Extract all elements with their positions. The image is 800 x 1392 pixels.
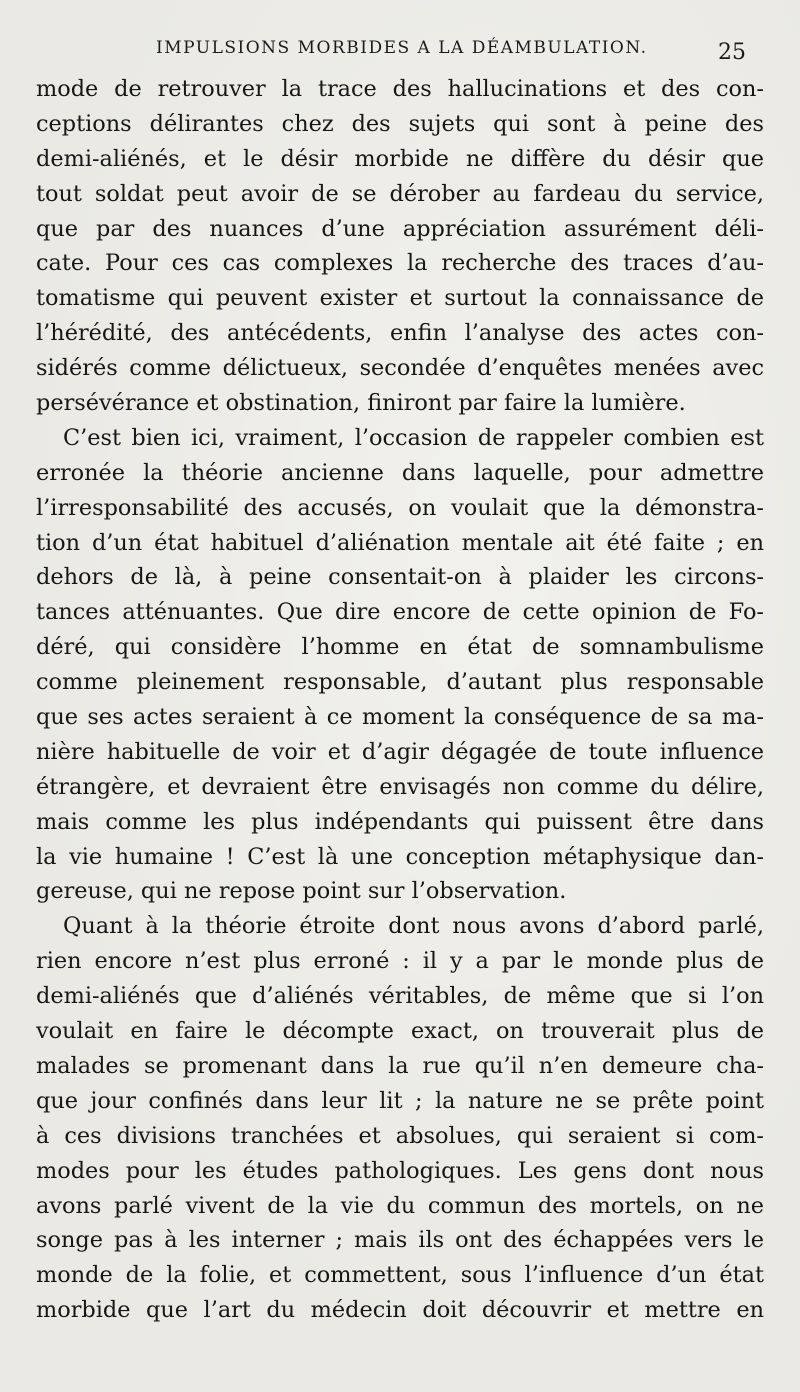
text-line: tion d’un état habituel d’aliénation mentale ait été faite ; en xyxy=(36,529,764,556)
text-line: que ses actes seraient à ce moment la conséquence de sa ma- xyxy=(36,704,764,731)
text-line: l’hérédité, des antécédents, enfin l’analyse des actes con- xyxy=(36,320,764,347)
text-line: l’irresponsabilité des accusés, on voulait que la démonstra- xyxy=(36,494,764,521)
text-line: malades se promenant dans la rue qu’il n’en demeure cha- xyxy=(36,1052,764,1079)
text-line: avons parlé vivent de la vie du commun des mortels, on ne xyxy=(36,1192,764,1219)
text-line: mais comme les plus indépendants qui puissent être dans xyxy=(36,808,764,835)
text-line: la vie humaine ! C’est là une conception métaphysique dan- xyxy=(36,843,764,870)
text-line: que jour confinés dans leur lit ; la nature ne se prête point xyxy=(36,1087,764,1114)
text-line: modes pour les études pathologiques. Les gens dont nous xyxy=(36,1157,764,1184)
text-line: sidérés comme délictueux, secondée d’enquêtes menées avec xyxy=(36,355,764,382)
body-text xyxy=(36,72,764,1328)
text-line: étrangère, et devraient être envisagés non comme du délire, xyxy=(36,773,764,800)
running-head: IMPULSIONS MORBIDES A LA DÉAMBULATION. xyxy=(156,38,648,58)
text-line: songe pas à les interner ; mais ils ont des échappées vers le xyxy=(36,1227,764,1254)
text-line: demi-aliénés que d’aliénés véritables, de même que si l’on xyxy=(36,983,764,1010)
text-line: gereuse, qui ne repose point sur l’observation. xyxy=(36,878,567,905)
text-line: demi-aliénés, et le désir morbide ne diffère du désir que xyxy=(36,145,764,172)
text-line: ceptions délirantes chez des sujets qui sont à peine des xyxy=(36,110,764,137)
text-line: dehors de là, à peine consentait-on à plaider les circons- xyxy=(36,564,764,591)
text-line: tout soldat peut avoir de se dérober au fardeau du service, xyxy=(36,180,764,207)
text-line: nière habituelle de voir et d’agir dégagée de toute influence xyxy=(36,738,764,765)
text-line: rien encore n’est plus erroné : il y a par le monde plus de xyxy=(36,948,764,975)
text-line: tances atténuantes. Que dire encore de cette opinion de Fo- xyxy=(36,599,764,626)
text-line: Quant à la théorie étroite dont nous avons d’abord parlé, xyxy=(63,913,764,940)
text-line: persévérance et obstination, finiront par faire la lumière. xyxy=(36,390,686,417)
text-line: tomatisme qui peuvent exister et surtout la connaissance de xyxy=(36,285,764,312)
text-line: monde de la folie, et commettent, sous l’influence d’un état xyxy=(36,1262,764,1289)
text-line: voulait en faire le décompte exact, on trouverait plus de xyxy=(36,1018,764,1045)
text-line: mode de retrouver la trace des hallucinations et des con- xyxy=(36,76,764,102)
text-line: C’est bien ici, vraiment, l’occasion de rappeler combien est xyxy=(63,424,764,451)
text-line: que par des nuances d’une appréciation assurément déli- xyxy=(36,215,764,242)
text-line: déré, qui considère l’homme en état de somnambulisme xyxy=(36,634,764,661)
text-line: à ces divisions tranchées et absolues, qui seraient si com- xyxy=(36,1122,764,1149)
text-line: erronée la théorie ancienne dans laquelle, pour admettre xyxy=(36,459,764,486)
page-number: 25 xyxy=(718,40,746,65)
text-line: morbide que l’art du médecin doit découvrir et mettre en xyxy=(36,1297,764,1324)
text-line: cate. Pour ces cas complexes la recherche des traces d’au- xyxy=(36,250,764,277)
text-line: comme pleinement responsable, d’autant plus responsable xyxy=(36,669,764,696)
